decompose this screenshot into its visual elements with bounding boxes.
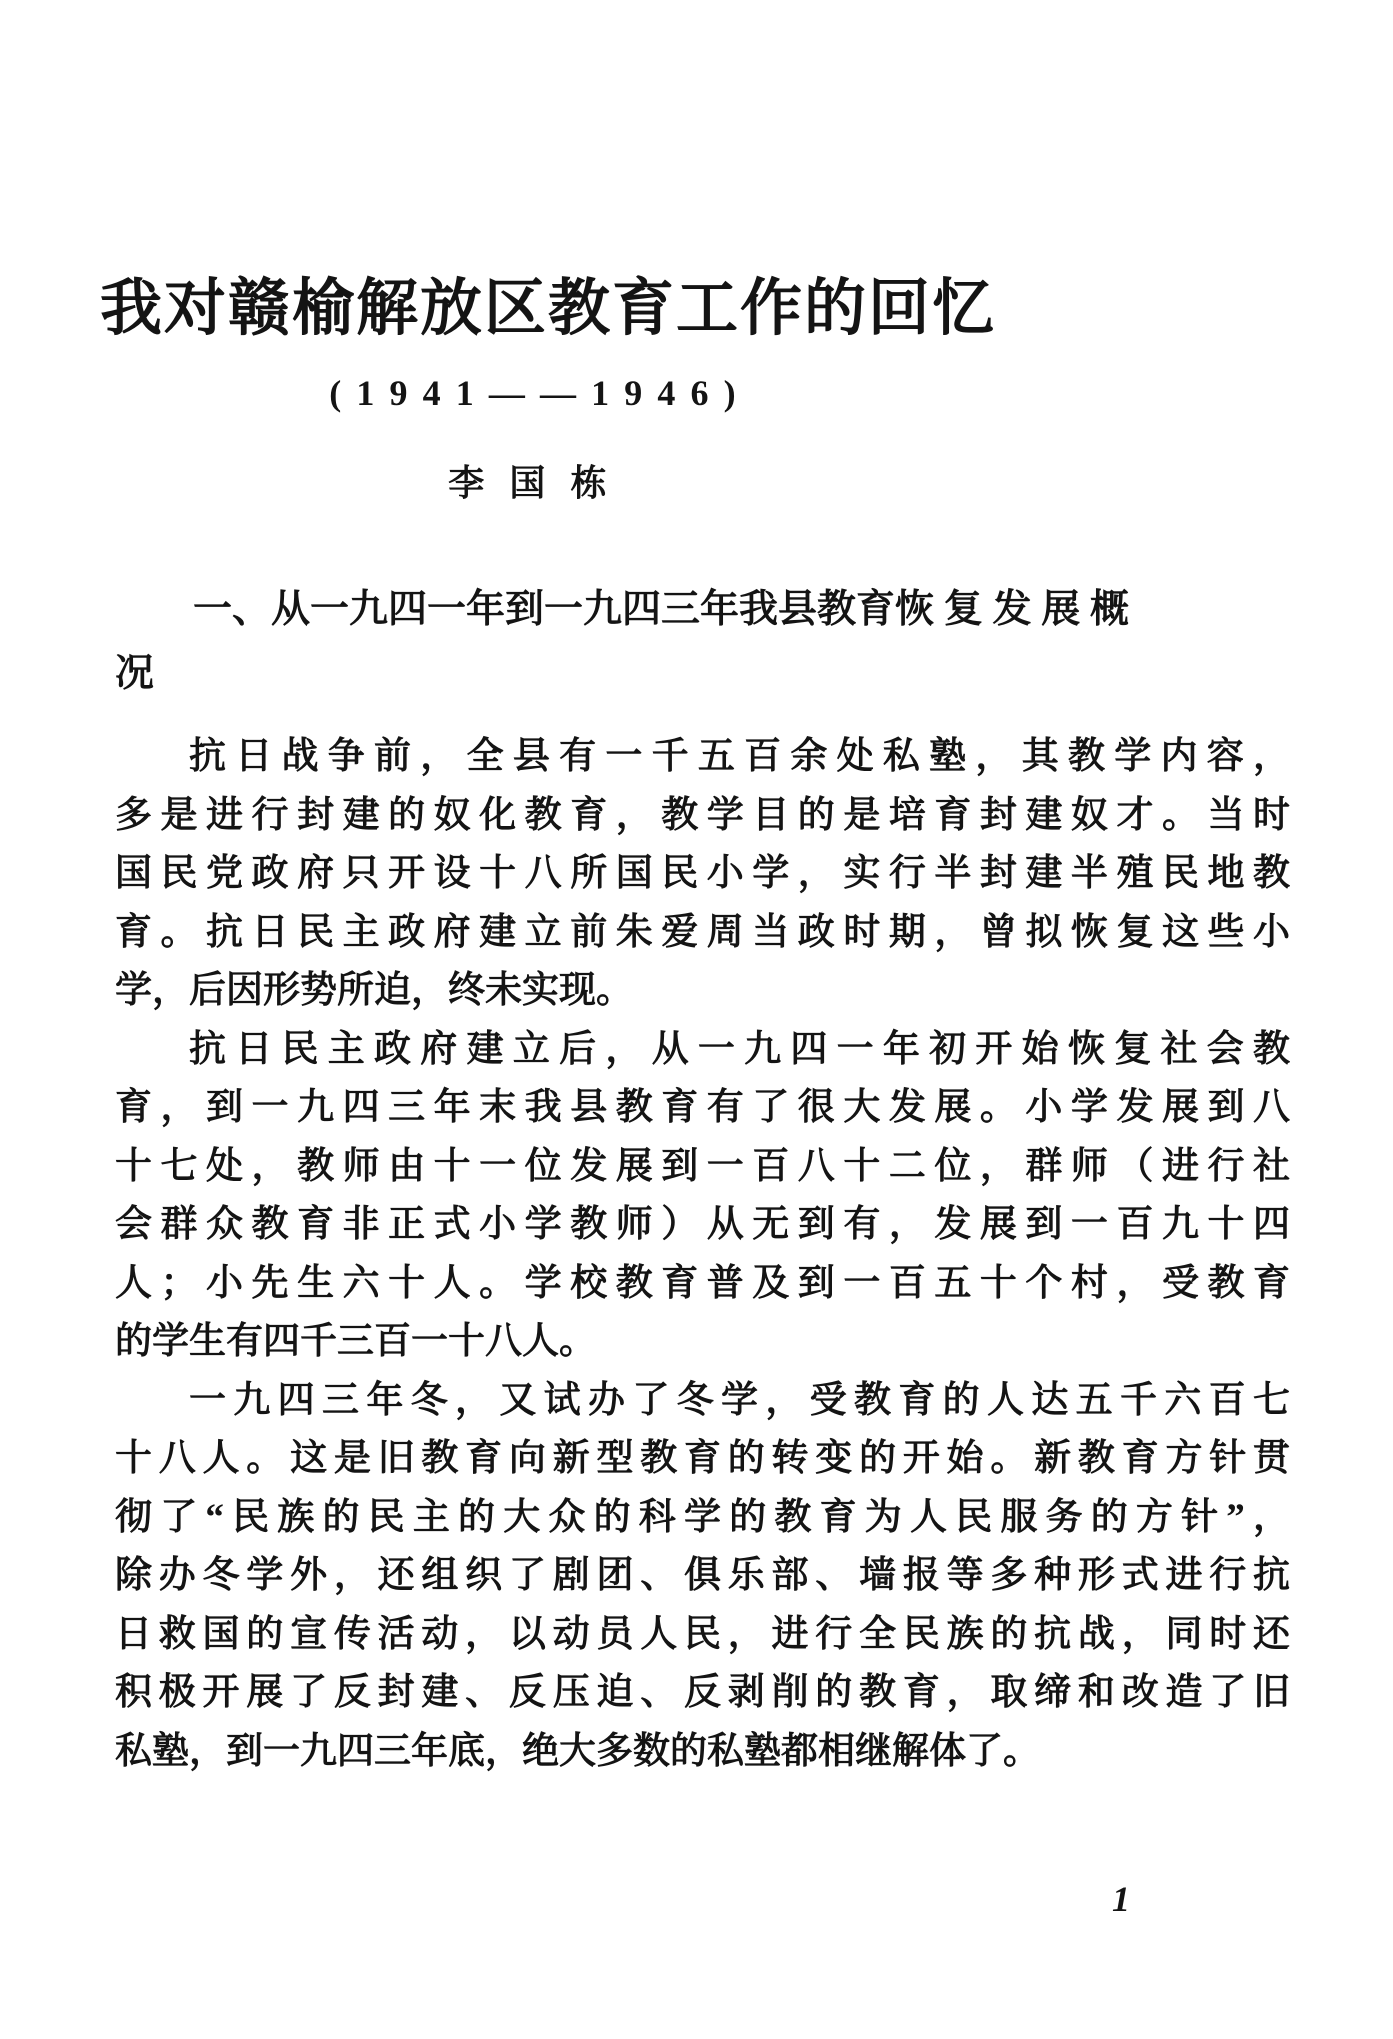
page-subtitle: (1941——1946) — [329, 373, 751, 413]
section-heading — [115, 578, 1290, 706]
body-line: 的学生有四千三百一十八人。 — [115, 1321, 596, 1362]
body-line: 彻了“民族的民主的大众的科学的教育为人民服务的方针”， — [115, 1496, 1290, 1538]
body-line: 多是进行封建的奴化教育，教学目的是培育封建奴才。当时 — [115, 794, 1290, 836]
body-line: 育。抗日民主政府建立前朱爱周当政时期，曾拟恢复这些小 — [115, 911, 1290, 953]
body-line: 抗日民主政府建立后，从一九四一年初开始恢复社会教 — [189, 1028, 1290, 1070]
body-line: 一九四三年冬，又试办了冬学，受教育的人达五千六百七 — [189, 1379, 1290, 1421]
body-line: 会群众教育非正式小学教师）从无到有，发展到一百九十四 — [115, 1204, 1290, 1245]
body-line: 十八人。这是旧教育向新型教育的转变的开始。新教育方针贯 — [115, 1438, 1290, 1479]
body-line: 日救国的宣传活动，以动员人民，进行全民族的抗战，同时还 — [115, 1613, 1290, 1655]
body-line: 除办冬学外，还组织了剧团、俱乐部、墙报等多种形式进行抗 — [115, 1555, 1290, 1596]
body-line: 私塾，到一九四三年底，绝大多数的私塾都相继解体了。 — [115, 1730, 1040, 1772]
body-line: 积极开展了反封建、反压迫、反剥削的教育，取缔和改造了旧 — [115, 1672, 1290, 1713]
body-line: 国民党政府只开设十八所国民小学，实行半封建半殖民地教 — [115, 853, 1290, 894]
body-line: 十七处，教师由十一位发展到一百八十二位，群师（进行社 — [115, 1145, 1290, 1187]
body-text — [115, 728, 1290, 1781]
section-heading-line-2: 况 — [115, 652, 155, 695]
author-name: 李国栋 — [448, 463, 632, 503]
page-number: 1 — [1112, 1879, 1130, 1919]
body-line: 抗日战争前，全县有一千五百余处私塾，其教学内容， — [189, 736, 1290, 777]
body-line: 育，到一九四三年末我县教育有了很大发展。小学发展到八 — [115, 1087, 1290, 1128]
page-title: 我对赣榆解放区教育工作的回忆 — [100, 275, 997, 343]
body-line: 学，后因形势所迫，终未实现。 — [115, 970, 633, 1011]
section-heading-line-1: 一、从一九四一年到一九四三年我县教育恢 复 发 展 概 — [193, 588, 1130, 631]
body-line: 人；小先生六十人。学校教育普及到一百五十个村，受教育 — [115, 1262, 1290, 1304]
